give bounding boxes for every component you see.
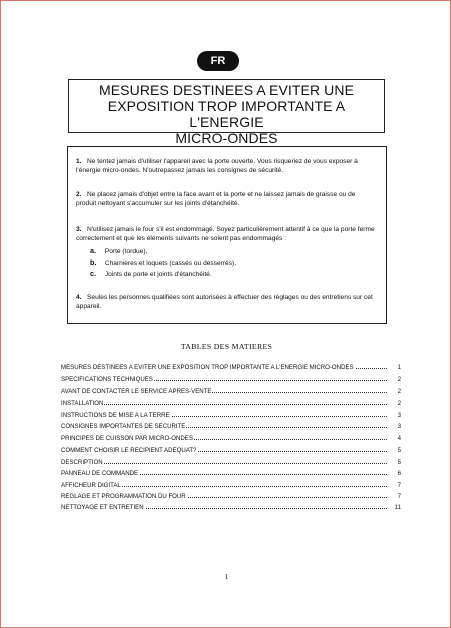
- toc-label: COMMENT CHOISIR LE RECIPIENT ADEQUAT?: [61, 447, 197, 454]
- warning-item: [76, 157, 376, 175]
- toc-page-number: 1: [397, 364, 401, 371]
- toc-label: DESCRIPTION: [61, 459, 103, 466]
- safety-warning-box: [67, 146, 387, 324]
- toc-page-number: 2: [397, 376, 401, 383]
- title-box: [68, 79, 385, 146]
- toc-label: INSTRUCTIONS DE MISE A LA TERRE: [61, 412, 170, 419]
- toc-leader-dots: [61, 463, 387, 464]
- page-number: 1: [224, 573, 229, 581]
- toc-page-number: 4: [397, 435, 401, 442]
- toc-row[interactable]: [61, 399, 401, 409]
- toc-page-number: 5: [397, 447, 401, 454]
- toc-page-number: 2: [397, 400, 401, 407]
- subitem-letter: a.: [90, 246, 97, 255]
- warning-subitem: [90, 246, 147, 256]
- toc-row[interactable]: [61, 492, 401, 502]
- toc-label: MESURES DESTINEES A EVITER UNE EXPOSITION TROP IMPORTANTE A L'ENERGIE MICRO-ONDES: [61, 364, 354, 371]
- language-badge: FR: [197, 51, 239, 71]
- toc-row[interactable]: [61, 363, 401, 373]
- subitem-text: Joints de porte et joints d'étanchéité.: [104, 271, 212, 278]
- toc-row[interactable]: [61, 387, 401, 397]
- title-line: EXPOSITION TROP IMPORTANTE A L'ENERGIE: [107, 98, 346, 130]
- title-line: MESURES DESTINEES A EVITER UNE: [98, 82, 355, 98]
- toc-row[interactable]: [61, 481, 401, 491]
- subitem-text: Charnières et loquets (cassés ou desserrés),: [104, 260, 237, 267]
- toc-row[interactable]: [61, 458, 401, 468]
- toc-row[interactable]: [61, 434, 401, 444]
- warning-number: 4.: [76, 294, 82, 301]
- toc-label: AVANT DE CONTACTER LE SERVICE APRES-VENTE: [61, 388, 212, 395]
- toc-page-number: 3: [397, 423, 401, 430]
- toc-row[interactable]: [61, 469, 401, 479]
- toc-page-number: 3: [397, 412, 401, 419]
- toc-label: CONSIGNES IMPORTANTES DE SECURITE: [61, 423, 186, 430]
- warning-item: [76, 190, 376, 208]
- toc-page-number: 11: [394, 504, 401, 511]
- warning-text: Seules les personnes qualifiées sont autorisées à effectuer des réglages ou des entretiens sur cet appareil.: [76, 294, 373, 310]
- toc-label: REGLAGE ET PROGRAMMATION DU FOUR: [61, 493, 186, 500]
- toc-label: NETTOYAGE ET ENTRETIEN: [61, 504, 144, 511]
- subitem-text: Porte (tordue),: [104, 248, 148, 255]
- toc-page-number: 2: [397, 388, 401, 395]
- toc-row[interactable]: [61, 375, 401, 385]
- warning-item: [76, 225, 376, 243]
- subitem-letter: c.: [90, 269, 97, 278]
- toc-page-number: 7: [397, 482, 401, 489]
- warning-subitem: [90, 269, 212, 279]
- toc-row[interactable]: [61, 503, 401, 513]
- warning-number: 1.: [76, 158, 82, 165]
- toc-label: PRINCIPES DE CUISSON PAR MICRO-ONDES: [61, 435, 193, 442]
- toc-label: PANNEAU DE COMMANDE: [61, 470, 139, 477]
- warning-text: N'utilisez jamais le four s'il est endommagé. Soyez particulièrement attentif à ce que la porte ferme correctement et que les éléments suivants ne soient pas endommagés :: [76, 226, 375, 242]
- toc-row[interactable]: [61, 411, 401, 421]
- warning-text: Ne placez jamais d'objet entre la face avant et la porte et ne laissez jamais de graisse ou de produit nettoyant s'accumuler sur les joints d'étanchéité.: [76, 191, 356, 207]
- warning-number: 3.: [76, 226, 82, 233]
- toc-page-number: 5: [397, 459, 401, 466]
- toc-page-number: 6: [397, 470, 401, 477]
- warning-text: Ne tentez jamais d'utiliser l'appareil avec la porte ouverte. Vous risqueriez de vous exposer à l'énergie micro-ondes. N'outrepassez jamais les consignes de sécurité.: [76, 158, 358, 174]
- toc-leader-dots: [61, 404, 387, 405]
- title-line: MICRO-ONDES: [175, 130, 278, 146]
- toc-row[interactable]: [61, 422, 401, 432]
- warning-number: 2.: [76, 191, 82, 198]
- toc-row[interactable]: [61, 446, 401, 456]
- warning-subitem: [90, 258, 236, 268]
- toc-label: INSTALLATION: [61, 400, 104, 407]
- warning-item: [76, 293, 376, 311]
- toc-label: AFFICHEUR DIGITAL: [61, 482, 121, 489]
- toc-label: SPECIFICATIONS TECHNIQUES: [61, 376, 153, 383]
- toc-page-number: 7: [397, 493, 401, 500]
- toc-title: TABLES DES MATIERES: [180, 342, 273, 351]
- subitem-letter: b.: [90, 258, 97, 267]
